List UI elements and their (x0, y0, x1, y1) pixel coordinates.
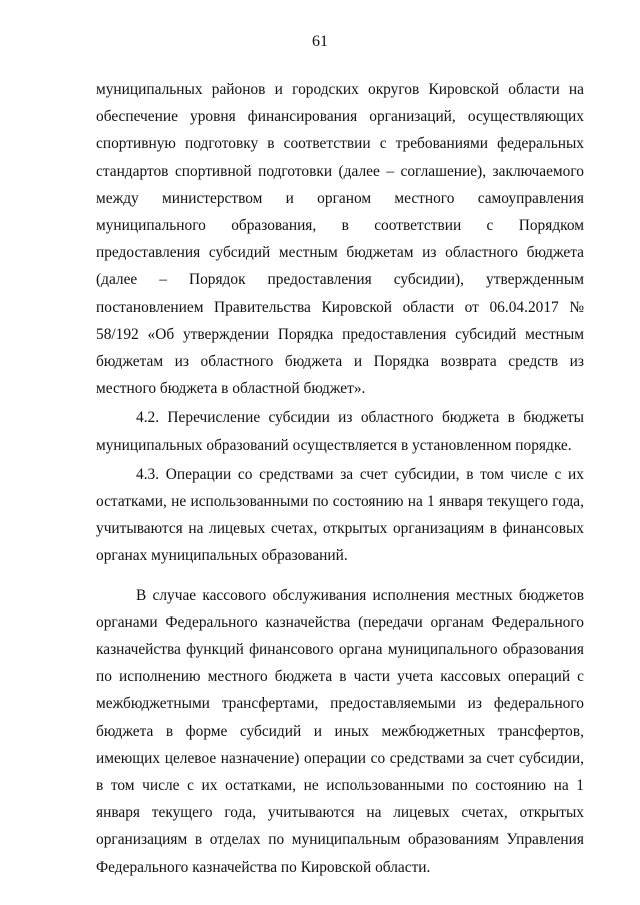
paragraph-4-2: 4.2. Перечисление субсидии из областного бюджета в бюджеты муниципальных образований осуществляется в установленном порядке. (96, 409, 584, 454)
paragraph-treasury-servicing: В случае кассового обслуживания исполнения местных бюджетов органами Федерального казначейства (передачи органам Федерального казначейства функций финансового органа муниципального образования по исполнению местного бюджета в части учета кассовых операций с межбюджетными трансфертами, предоставляемыми из федерального бюджета в форме субсидий и иных межбюджетных трансфертов, имеющих целевое назначение) операции со средствами за счет субсидии, в том числе с их остатками, не использованными по состоянию на 1 января текущего года, учитываются на лицевых счетах, открытых организациям в отделах по муниципальным образованиям Управления Федерального казначейства по Кировской области. (96, 586, 584, 876)
document-body (96, 76, 584, 881)
page-number: 61 (312, 33, 328, 50)
paragraph-4-3: 4.3. Операции со средствами за счет субсидии, в том числе с их остатками, не использованными по состоянию на 1 января текущего года, учитываются на лицевых счетах, открытых организациям в финансовых органах муниципальных образований. (96, 465, 584, 565)
paragraph-continuation: муниципальных районов и городских округов Кировской области на обеспечение уровня финансирования организаций, осуществляющих спортивную подготовку в соответствии с требованиями федеральных стандартов спортивной подготовки (далее – соглашение), заключаемого между министерством и органом местного самоуправления муниципального образования, в соответствии с Порядком предоставления субсидий местным бюджетам из областного бюджета (далее – Порядок предоставления субсидии), утвержденным постановлением Правительства Кировской области от 06.04.2017 № 58/192 «Об утверждении Порядка предоставления субсидий местным бюджетам из областного бюджета и Порядка возврата средств из местного бюджета в областной бюджет». (96, 81, 584, 398)
